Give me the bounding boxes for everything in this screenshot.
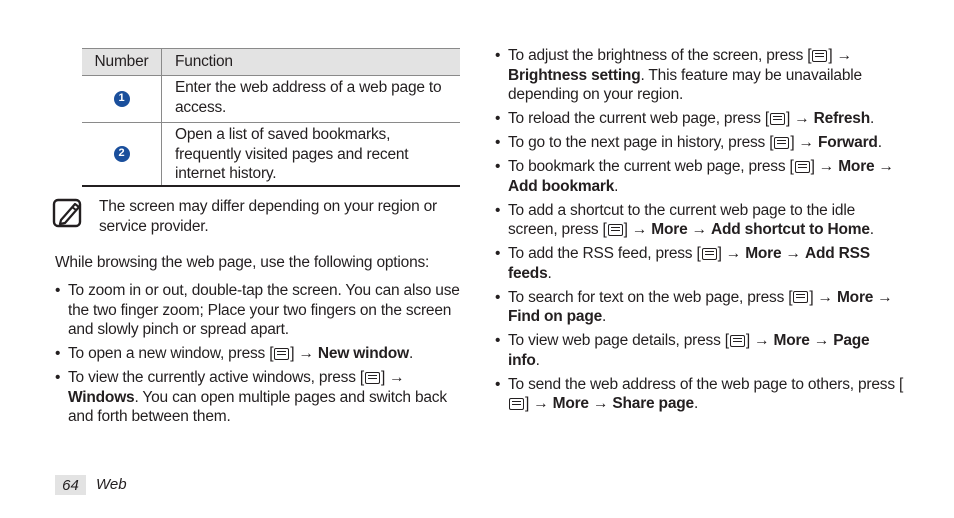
bullet-text: To add a shortcut to the current web page to the idle screen, press [: [508, 201, 855, 238]
bullet-text: .: [535, 351, 540, 369]
bullet-text: To view web page details, press [: [508, 332, 729, 349]
menu-key-icon: [702, 248, 717, 260]
bullet-text: To add the RSS feed, press [: [508, 245, 701, 262]
bold-option: Add shortcut to Home: [711, 221, 870, 238]
bullet-text: ] →: [717, 245, 746, 262]
bullet-text: . You can open multiple pages and switch back and forth between them.: [68, 388, 447, 425]
bullet-text: To zoom in or out, double-tap the screen. You can also use the two finger zoom; Place your two fingers on the screen and slowly pinch or spread apart.: [68, 282, 460, 338]
bullet-text: .: [547, 264, 552, 282]
bold-option: Share page: [612, 395, 694, 412]
menu-key-icon: [608, 224, 623, 236]
bold-option: Refresh: [813, 110, 870, 127]
bullet-text: To send the web address of the web page to others, press [: [508, 375, 904, 393]
bullet-text: To reload the current web page, press [: [508, 110, 770, 127]
bold-option: Forward: [817, 134, 878, 151]
list-item: [495, 331, 905, 370]
bullet-text: ] →: [809, 288, 837, 306]
bold-option: More: [651, 221, 688, 238]
bullet-text: →: [809, 332, 834, 349]
bold-option: Add RSS feeds: [508, 245, 870, 282]
bullet-text: →: [687, 221, 712, 238]
function-text: Open a list of saved bookmarks, frequently visited pages and recent internet history.: [175, 126, 409, 182]
section-label: Web: [96, 476, 127, 493]
bullet-text: ] →: [810, 158, 839, 175]
header-function: Function: [175, 53, 233, 71]
menu-key-icon: [365, 372, 380, 384]
list-item: [55, 368, 460, 427]
bullet-text: .: [614, 177, 619, 195]
bullet-text: To search for text on the web page, press [: [508, 288, 793, 306]
bullet-text: .: [408, 345, 414, 362]
list-item: [495, 133, 905, 153]
bullet-text: .: [693, 395, 699, 412]
number-badge-2: 2: [114, 146, 130, 162]
bullet-text: . This feature may be unavailable depending on your region.: [508, 66, 862, 103]
bullet-text: →: [873, 288, 893, 306]
list-item: [55, 281, 460, 340]
menu-key-icon: [795, 161, 810, 173]
header-number: Number: [82, 49, 162, 75]
bold-option: More: [838, 158, 875, 175]
bold-option: Brightness setting: [508, 66, 641, 84]
list-item: [495, 46, 905, 105]
bullet-text: ] →: [828, 47, 852, 64]
bold-option: More: [773, 332, 810, 349]
function-table: [82, 48, 460, 187]
bold-option: Find on page: [508, 308, 603, 325]
table-row: [82, 123, 460, 187]
right-bullet-list: [495, 46, 905, 418]
bold-option: Add bookmark: [508, 177, 615, 195]
bullet-text: ] →: [790, 134, 818, 151]
note-pencil-icon: [52, 198, 84, 230]
bullet-text: →: [874, 158, 894, 175]
bullet-text: →: [588, 395, 613, 412]
bullet-text: .: [877, 134, 882, 151]
menu-key-icon: [812, 50, 827, 62]
bullet-text: .: [602, 308, 607, 325]
menu-key-icon: [730, 335, 745, 347]
bullet-text: To go to the next page in history, press [: [508, 134, 774, 151]
bullet-text: To view the currently active windows, press [: [68, 369, 364, 386]
bullet-text: →: [781, 245, 805, 262]
list-item: [495, 109, 905, 129]
bold-option: Windows: [68, 388, 135, 406]
bold-option: Page info: [508, 332, 870, 369]
number-badge-1: 1: [114, 91, 130, 107]
bullet-text: To open a new window, press [: [68, 345, 274, 362]
menu-key-icon: [770, 113, 785, 125]
menu-key-icon: [274, 348, 289, 360]
bullet-text: ] →: [380, 369, 405, 386]
table-row: [82, 76, 460, 123]
list-item: [55, 344, 460, 364]
left-bullet-list: [55, 281, 460, 431]
bullet-text: ] →: [525, 395, 553, 412]
menu-key-icon: [774, 137, 789, 149]
bullet-text: To adjust the brightness of the screen, press [: [508, 47, 812, 64]
function-text: Enter the web address of a web page to access.: [175, 79, 442, 116]
bold-option: More: [552, 395, 589, 412]
menu-key-icon: [793, 291, 808, 303]
list-item: [495, 375, 905, 414]
intro-text: While browsing the web page, use the following options:: [55, 254, 430, 271]
bullet-text: ] →: [745, 332, 774, 349]
table-header-row: [82, 48, 460, 76]
bullet-text: .: [869, 110, 875, 127]
bullet-text: To bookmark the current web page, press [: [508, 158, 794, 175]
list-item: [495, 201, 905, 240]
note-text: The screen may differ depending on your region or service provider.: [99, 198, 438, 235]
menu-key-icon: [509, 398, 524, 410]
bold-option: New window: [317, 345, 409, 362]
page-number: 64: [55, 475, 86, 495]
list-item: [495, 157, 905, 196]
list-item: [495, 244, 905, 283]
bullet-text: ] →: [290, 345, 318, 362]
bullet-text: .: [869, 221, 874, 238]
bold-option: More: [836, 288, 874, 306]
bullet-text: ] →: [786, 110, 814, 127]
bold-option: More: [745, 245, 782, 262]
bullet-text: ] →: [623, 221, 652, 238]
list-item: [495, 288, 905, 327]
